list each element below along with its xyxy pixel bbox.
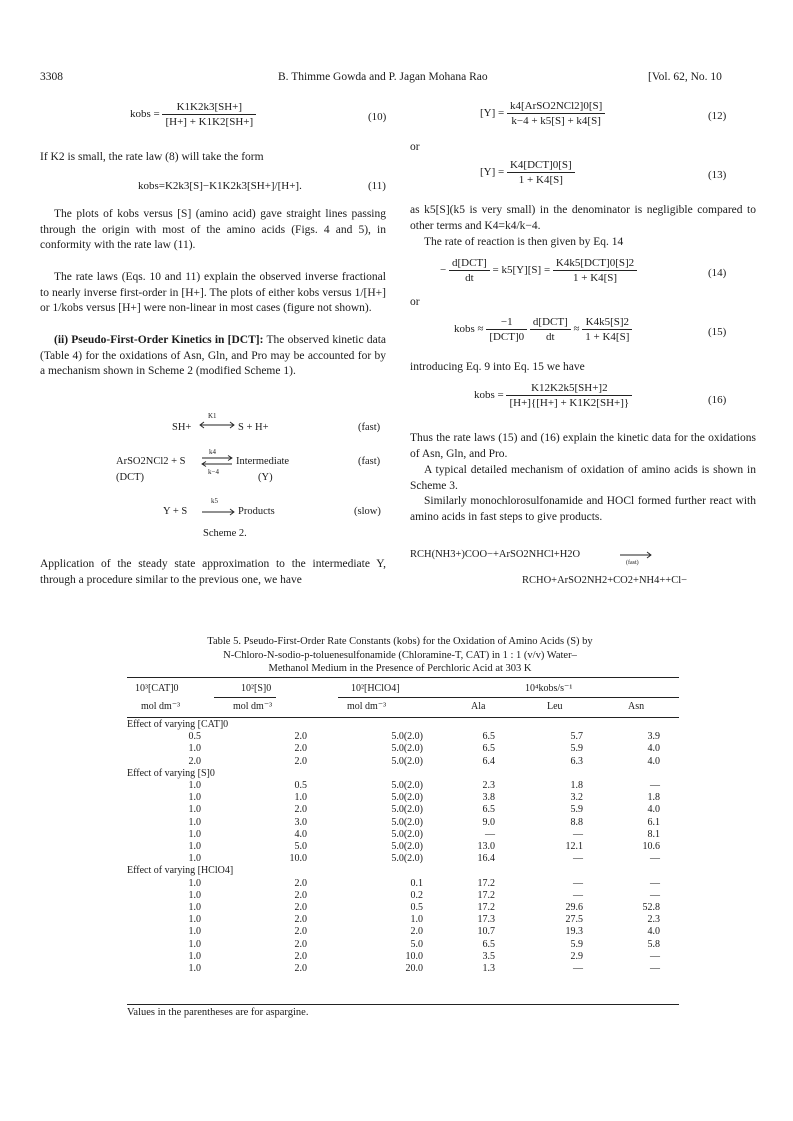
- table-cell: 1.0: [188, 889, 201, 901]
- table-cell: 17.3: [477, 914, 495, 926]
- table-row: [127, 743, 660, 755]
- table-cell: 2.0: [294, 926, 307, 938]
- eq10-number: (10): [368, 111, 387, 123]
- table-cell: 2.0: [410, 926, 423, 938]
- table-cell: 1.0: [188, 938, 201, 950]
- table-cell: 5.9: [570, 743, 583, 755]
- table-cell: 1.3: [482, 963, 495, 975]
- header-kobs: 10⁴kobs/s⁻¹: [525, 683, 573, 694]
- table-cell: 5.0(2.0): [391, 792, 423, 804]
- table-cell: 5.0(2.0): [391, 853, 423, 865]
- table-cell: 1.0: [188, 743, 201, 755]
- table-cell: 5.8: [647, 938, 660, 950]
- table-cell: 2.0: [294, 755, 307, 767]
- table-body: [127, 719, 679, 975]
- table-cell: 2.0: [294, 938, 307, 950]
- table-row: [127, 817, 660, 829]
- table-cell: 3.5: [482, 950, 495, 962]
- table-cell: —: [573, 889, 583, 901]
- fast-arrow: [619, 551, 653, 559]
- equation-12: [Y] = $\frac{\text{k4[ArSO2NCl2]0[S]}}{k-4 + k5[S] + k4[S]}$: [480, 100, 605, 127]
- table-cell: 6.5: [482, 938, 495, 950]
- table-cell: 1.8: [647, 792, 660, 804]
- table-cell: 1.0: [188, 841, 201, 853]
- header-sub-rule: [338, 697, 412, 698]
- table-cell: 2.0: [294, 731, 307, 743]
- table-cell: 4.0: [647, 926, 660, 938]
- eq11-number: (11): [368, 180, 386, 192]
- table-cell: 2.0: [294, 889, 307, 901]
- table-cell: 2.0: [294, 963, 307, 975]
- text-or-1: or: [410, 141, 420, 153]
- table-cell: 1.0: [188, 804, 201, 816]
- table-cell: 5.0(2.0): [391, 804, 423, 816]
- table-row: [127, 804, 660, 816]
- table-cell: 52.8: [642, 902, 660, 914]
- table-cell: 2.0: [294, 914, 307, 926]
- paragraph-small-k2: If K2 is small, the rate law (8) will take the form: [40, 151, 264, 163]
- equation-10: kobs = $\frac{K1K2k3[SH+]}{[H+] + K1K2[SH+]}$: [130, 101, 256, 128]
- data-table: [127, 719, 660, 975]
- table-cell: 4.0: [294, 828, 307, 840]
- table-row: [127, 792, 660, 804]
- table-row: [127, 756, 660, 768]
- table-cell: 0.2: [410, 889, 423, 901]
- table-bottom-rule: [127, 1004, 679, 1005]
- eq15-number: (15): [708, 326, 727, 338]
- fast-label: (fast): [626, 560, 639, 566]
- paragraph-thus: Thus the rate laws (15) and (16) explain the kinetic data for the oxidations of Asn, Gln, and Pro.: [410, 432, 756, 460]
- table-row: [127, 914, 660, 926]
- eq10-denominator: [H+] + K1K2[SH+]: [165, 116, 254, 128]
- table-cell: 27.5: [565, 914, 583, 926]
- table-row: [127, 853, 660, 865]
- table-cell: —: [485, 828, 495, 840]
- table-cell: 1.8: [570, 780, 583, 792]
- eq12-number: (12): [708, 110, 727, 122]
- paragraph-dct-kinetics: (ii) Pseudo-First-Order Kinetics in [DCT]: The observed kinetic data (Table 4) for the oxidations of Asn, Gln, and Pro may be accounted for by a mechanism shown in Scheme 2 (modified Scheme 1).: [40, 334, 386, 378]
- paragraph-plots: The plots of kobs versus [S] (amino acid) gave straight lines passing through the origin with most of the amino acids (Figs. 4 and 5), in conformity with the rate law (11).: [40, 208, 386, 252]
- table-cell: —: [650, 853, 660, 865]
- table-cell: —: [650, 877, 660, 889]
- table-cell: 1.0: [188, 902, 201, 914]
- table-caption: Table 5. Pseudo-First-Order Rate Constants (kobs) for the Oxidation of Amino Acids (S) by N-Chloro-N-sodio-p-toluenesulfonamide (Chloramine-T, CAT) in 1 : 1 (v/v) Water– Methanol Medium in the Presence of Perchloric Acid at 303 K: [207, 636, 593, 674]
- header-hclo4: 10²[HClO4]: [351, 683, 400, 694]
- table-cell: 1.0: [188, 853, 201, 865]
- table-cell: 3.2: [570, 792, 583, 804]
- reaction-right: RCHO+ArSO2NH2+CO2+NH4++Cl−: [522, 575, 688, 586]
- table-cell: 1.0: [188, 963, 201, 975]
- table-cell: 2.0: [294, 743, 307, 755]
- table-cell: 1.0: [188, 877, 201, 889]
- table-cell: 1.0: [188, 828, 201, 840]
- table-cell: 4.0: [647, 804, 660, 816]
- table-cell: 6.1: [647, 816, 660, 828]
- table-cell: 5.0: [410, 938, 423, 950]
- table-cell: 3.0: [294, 816, 307, 828]
- table-cell: 2.9: [570, 950, 583, 962]
- equation-11: kobs=K2k3[S]−K1K2k3[SH+]/[H+].: [138, 180, 302, 192]
- header-s: 10²[S]0: [241, 683, 272, 694]
- table-cell: 10.7: [477, 926, 495, 938]
- table-row: [127, 878, 660, 890]
- table-cell: —: [650, 780, 660, 792]
- table-cell: 5.0(2.0): [391, 780, 423, 792]
- table-cell: —: [650, 950, 660, 962]
- eq13-number: (13): [708, 169, 727, 181]
- table-cell: 1.0: [294, 792, 307, 804]
- table-cell: —: [573, 877, 583, 889]
- table-cell: 5.0: [294, 841, 307, 853]
- table-cell: 5.9: [570, 804, 583, 816]
- table-cell: 1.0: [188, 950, 201, 962]
- section-heading-dct: (ii) Pseudo-First-Order Kinetics in [DCT]:: [54, 334, 264, 346]
- eq14-number: (14): [708, 267, 727, 279]
- table-row: [127, 841, 660, 853]
- reaction-left: RCH(NH3+)COO−+ArSO2NHCl+H2O: [410, 549, 581, 560]
- table-section-heading: Effect of varying [CAT]0: [127, 719, 229, 730]
- table-cell: 5.0(2.0): [391, 755, 423, 767]
- table-cell: 3.8: [482, 792, 495, 804]
- table-cell: 19.3: [565, 926, 583, 938]
- table-row: [127, 963, 660, 975]
- header-cat: 10³[CAT]0: [135, 683, 179, 694]
- table-row: [127, 890, 660, 902]
- equation-14: − $\frac{\text{d[DCT]}}{dt}$ = k5[Y][S] = $\frac{\text{K4k5[DCT]0[S]2}}{1 + K4[S]}$: [440, 257, 637, 284]
- table-cell: 1.0: [188, 780, 201, 792]
- table-cell: 4.0: [647, 743, 660, 755]
- header-sub-rule: [412, 697, 679, 698]
- table-top-rule: [127, 677, 679, 678]
- equation-16: kobs = $\frac{K12K2k5[SH+]2}{[H+]\{[H+] + K1K2[SH+]\}}$: [474, 382, 632, 409]
- table-cell: —: [650, 889, 660, 901]
- table-cell: 6.5: [482, 743, 495, 755]
- table-cell: 0.5: [410, 902, 423, 914]
- table-cell: 3.9: [647, 731, 660, 743]
- table-cell: 5.7: [570, 731, 583, 743]
- table-cell: 2.0: [188, 755, 201, 767]
- table-cell: 1.0: [188, 926, 201, 938]
- table-cell: 6.4: [482, 755, 495, 767]
- table-cell: 2.3: [482, 780, 495, 792]
- table-row: [127, 780, 660, 792]
- page-number: 3308: [40, 71, 63, 83]
- table-cell: 2.0: [294, 877, 307, 889]
- table-row: [127, 939, 660, 951]
- paragraph-similarly: Similarly monochlorosulfonamide and HOCl formed further react with amino acids in fast steps to give products.: [410, 495, 756, 523]
- forward-arrow: [200, 508, 236, 516]
- table-cell: 6.5: [482, 731, 495, 743]
- table-cell: 17.2: [477, 877, 495, 889]
- eq10-numerator: K1K2k3[SH+]: [162, 101, 256, 115]
- table-cell: 17.2: [477, 902, 495, 914]
- table-cell: 2.3: [647, 914, 660, 926]
- table-cell: 5.0(2.0): [391, 841, 423, 853]
- reversible-arrow: [200, 455, 234, 467]
- table-header: 10³[CAT]0 10²[S]0 10²[HClO4] 10⁴kobs/s⁻¹ mol dm⁻³ mol dm⁻³ mol dm⁻³ Ala Leu Asn: [135, 683, 645, 712]
- table-cell: 5.0(2.0): [391, 743, 423, 755]
- table-cell: 1.0: [410, 914, 423, 926]
- table-cell: 10.6: [642, 841, 660, 853]
- table-cell: 16.4: [477, 853, 495, 865]
- table-cell: 0.5: [294, 780, 307, 792]
- table-cell: —: [573, 963, 583, 975]
- equilibrium-arrow: [198, 421, 236, 429]
- table-cell: 6.5: [482, 804, 495, 816]
- table-cell: —: [573, 828, 583, 840]
- table-cell: 1.0: [188, 914, 201, 926]
- table-cell: 2.0: [294, 950, 307, 962]
- table-cell: 8.8: [570, 816, 583, 828]
- table-cell: 1.0: [188, 792, 201, 804]
- table-row: [127, 951, 660, 963]
- equation-15: kobs ≈ $\frac{-1}{\text{[DCT]0}}$ $\frac{\text{d[DCT]}}{dt}$ ≈ $\frac{K4k5[S]2}{1 + K4[S]}$: [454, 316, 632, 343]
- table-section-heading: Effect of varying [S]0: [127, 767, 215, 779]
- table-cell: 29.6: [565, 902, 583, 914]
- table-cell: 5.0(2.0): [391, 731, 423, 743]
- table-cell: 5.0(2.0): [391, 816, 423, 828]
- table-cell: 9.0: [482, 816, 495, 828]
- text-or-2: or: [410, 296, 420, 308]
- table-section-heading: Effect of varying [HClO4]: [127, 865, 234, 877]
- table-cell: 20.0: [405, 963, 423, 975]
- table-row: [127, 902, 660, 914]
- table-footnote: Values in the parentheses are for aspargine.: [127, 1007, 309, 1018]
- running-authors: B. Thimme Gowda and P. Jagan Mohana Rao: [278, 71, 488, 83]
- paragraph-introducing: introducing Eq. 9 into Eq. 15 we have: [410, 361, 585, 373]
- table-cell: 17.2: [477, 889, 495, 901]
- table-cell: 10.0: [289, 853, 307, 865]
- paragraph-rate-laws: The rate laws (Eqs. 10 and 11) explain the observed inverse fractional to nearly inverse first-order in [H+]. The plots of either kobs versus 1/[H+] or 1/kobs versus [H+] were non-linear in most cases (figure not shown).: [40, 271, 386, 315]
- volume-info: [Vol. 62, No. 10: [648, 71, 722, 83]
- table-cell: 5.9: [570, 938, 583, 950]
- paragraph-steady-state: Application of the steady state approximation to the intermediate Y, through a procedure similar to the previous one, we have: [40, 558, 386, 586]
- table-cell: 0.5: [188, 731, 201, 743]
- table-cell: 5.0(2.0): [391, 828, 423, 840]
- table-cell: 2.0: [294, 804, 307, 816]
- paragraph-k5-negligible: as k5[S](k5 is very small) in the denominator is negligible compared to other terms and K4=k4/k−4.: [410, 204, 756, 232]
- table-cell: 0.1: [410, 877, 423, 889]
- table-cell: 1.0: [188, 816, 201, 828]
- table-cell: 4.0: [647, 755, 660, 767]
- eq16-number: (16): [708, 394, 727, 406]
- paragraph-typical: A typical detailed mechanism of oxidation of amino acids is shown in Scheme 3.: [410, 464, 756, 492]
- table-cell: 12.1: [565, 841, 583, 853]
- paragraph-rate-reaction: The rate of reaction is then given by Eq. 14: [424, 236, 624, 248]
- scheme-2: SH+ K1 S + H+ (fast) ArSO2NCl2 + S k4 k−4 Intermediate (fast) (DCT) (Y) Y + S k5 Products (slow) Scheme 2.: [116, 412, 381, 539]
- scheme-caption: Scheme 2.: [203, 528, 247, 539]
- table-cell: 10.0: [405, 950, 423, 962]
- table-cell: 6.3: [570, 755, 583, 767]
- table-cell: 2.0: [294, 902, 307, 914]
- table-cell: —: [573, 853, 583, 865]
- equation-13: [Y] = $\frac{\text{K4[DCT]0[S]}}{1 + K4[S]}$: [480, 159, 575, 186]
- table-row: [127, 829, 660, 841]
- header-sub-rule: [214, 697, 276, 698]
- table-row: [127, 731, 660, 743]
- table-header-rule: [127, 717, 679, 718]
- table-cell: —: [650, 963, 660, 975]
- table-cell: 13.0: [477, 841, 495, 853]
- table-row: [127, 926, 660, 938]
- table-cell: 8.1: [647, 828, 660, 840]
